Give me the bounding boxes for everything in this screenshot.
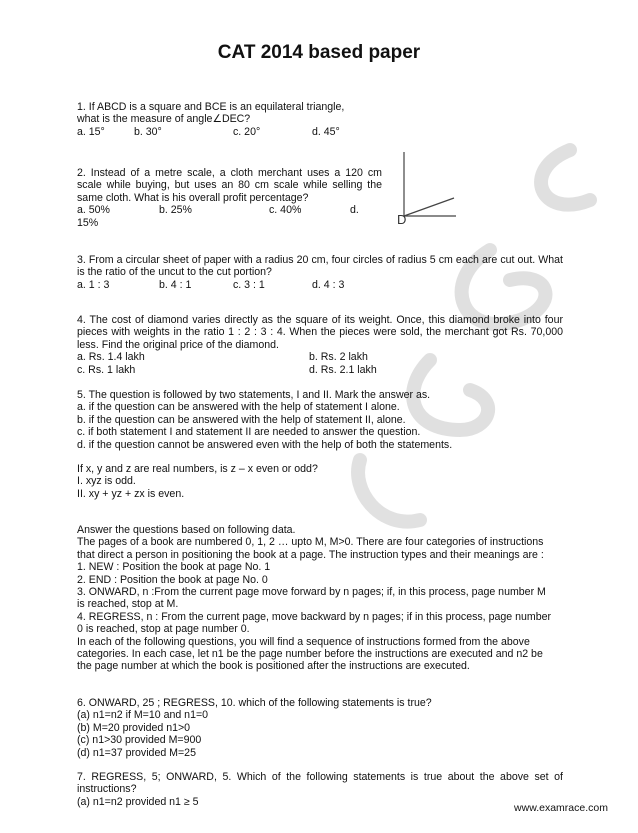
option-d: d. 45° xyxy=(312,125,340,138)
option-c: c. 40% xyxy=(269,204,302,217)
question-6-line: 6. ONWARD, 25 ; REGRESS, 10. which of the following statements is true? xyxy=(77,697,432,709)
question-6-option: (d) n1=37 provided M=25 xyxy=(77,746,196,759)
passage-line: In each of the following questions, you will find a sequence of instructions formed from the above xyxy=(77,635,530,648)
passage-line: 3. ONWARD, n :From the current page move forward by n pages; if, in this process, page number M xyxy=(77,586,546,599)
passage-line: 0 is reached, stop at page number 0. xyxy=(77,623,250,636)
option-d: d. 4 : 3 xyxy=(312,278,345,291)
passage-line: 4. REGRESS, n : From the current page, move backward by n pages; if in this process, page number xyxy=(77,610,552,623)
option-b: b. Rs. 2 lakh xyxy=(309,351,368,364)
page-title: CAT 2014 based paper xyxy=(217,42,421,63)
question-5-problem-line: II. xy + yz + zx is even. xyxy=(77,487,185,500)
question-2 xyxy=(77,167,382,229)
question-4-text: 4. The cost of diamond varies directly as the square of its weight. Once, this diamond broke into four pieces with weights in the ratio 1 : 2 : 3 : 4. When the pieces were sold, the merchant got Rs. 70,000 less. Find the original price of the diamond. xyxy=(77,314,563,351)
option-b: b. 25% xyxy=(159,204,192,217)
passage-line: the page number at which the book is positioned after the instructions are executed. xyxy=(77,660,470,673)
option-a: a. 15° xyxy=(77,125,105,138)
question-4 xyxy=(77,314,563,376)
option-d: d. Rs. 2.1 lakh xyxy=(309,363,377,376)
question-7-text: 7. REGRESS, 5; ONWARD, 5. Which of the following statements is true about the above set of instructions? xyxy=(77,771,563,796)
question-5-problem-line: If x, y and z are real numbers, is z – x even or odd? xyxy=(77,463,318,475)
question-5-line: a. if the question can be answered with the help of statement I alone. xyxy=(77,401,400,414)
question-1-line: what is the measure of angle∠DEC? xyxy=(77,113,251,126)
option-c: c. 3 : 1 xyxy=(233,278,265,291)
question-5-line: b. if the question can be answered with the help of statement II, alone. xyxy=(77,413,406,426)
question-6-option: (b) M=20 provided n1>0 xyxy=(77,721,191,734)
question-1 xyxy=(77,101,382,138)
geometry-figure xyxy=(398,150,458,230)
question-2-text: 2. Instead of a metre scale, a cloth merchant uses a 120 cm scale while buying, but uses an 80 cm scale while selling the same cloth. What is his overall profit percentage? xyxy=(77,167,382,204)
question-5-line: d. if the question cannot be answered even with the help of both the statements. xyxy=(77,438,453,451)
question-6-option: (a) n1=n2 if M=10 and n1=0 xyxy=(77,709,209,722)
question-5-line: 5. The question is followed by two statements, I and II. Mark the answer as. xyxy=(77,389,431,401)
option-b: b. 30° xyxy=(134,125,162,138)
passage-line: that direct a person in positioning the book at a page. The instruction types and their meanings are : xyxy=(77,548,544,561)
passage-line: is reached, stop at M. xyxy=(77,598,179,611)
question-1-line: 1. If ABCD is a square and BCE is an equilateral triangle, xyxy=(77,101,345,113)
question-5 xyxy=(77,389,563,451)
option-a: a. Rs. 1.4 lakh xyxy=(77,351,145,364)
option-c: c. Rs. 1 lakh xyxy=(77,363,136,376)
question-6-option: (c) n1>30 provided M=900 xyxy=(77,734,202,747)
question-4-options xyxy=(77,351,563,363)
question-2-last-line: 15% xyxy=(77,216,99,229)
passage-line: 1. NEW : Position the book at page No. 1 xyxy=(77,561,271,574)
passage-line: Answer the questions based on following data. xyxy=(77,524,296,536)
question-5-line: c. if both statement I and statement II are needed to answer the question. xyxy=(77,426,421,439)
question-3-text: 3. From a circular sheet of paper with a radius 20 cm, four circles of radius 5 cm each are cut out. What is the ratio of the uncut to the cut portion? xyxy=(77,254,563,279)
option-a: a. 50% xyxy=(77,204,110,217)
footer-url: www.examrace.com xyxy=(514,802,608,814)
question-7 xyxy=(77,771,563,808)
question-6 xyxy=(77,697,563,759)
passage-line: The pages of a book are numbered 0, 1, 2 … upto M, M>0. There are four categories of instructions xyxy=(77,536,544,549)
passage-line: 2. END : Position the book at page No. 0 xyxy=(77,573,268,586)
question-4-options xyxy=(77,364,563,376)
option-a: a. 1 : 3 xyxy=(77,278,110,291)
question-7-option-a: (a) n1=n2 provided n1 ≥ 5 xyxy=(77,795,199,808)
question-3-options xyxy=(77,279,563,291)
option-c: c. 20° xyxy=(233,125,261,138)
passage-line: categories. In each case, let n1 be the page number before the instructions are executed and n2 be xyxy=(77,648,543,661)
option-b: b. 4 : 1 xyxy=(159,278,192,291)
figure-label: D xyxy=(397,212,407,227)
question-5-problem-line: I. xyz is odd. xyxy=(77,475,136,488)
question-2-options xyxy=(77,204,382,216)
question-5-problem xyxy=(77,463,563,500)
option-d: d. xyxy=(350,204,359,217)
question-3 xyxy=(77,254,563,291)
passage xyxy=(77,524,563,673)
question-1-options xyxy=(77,126,382,138)
